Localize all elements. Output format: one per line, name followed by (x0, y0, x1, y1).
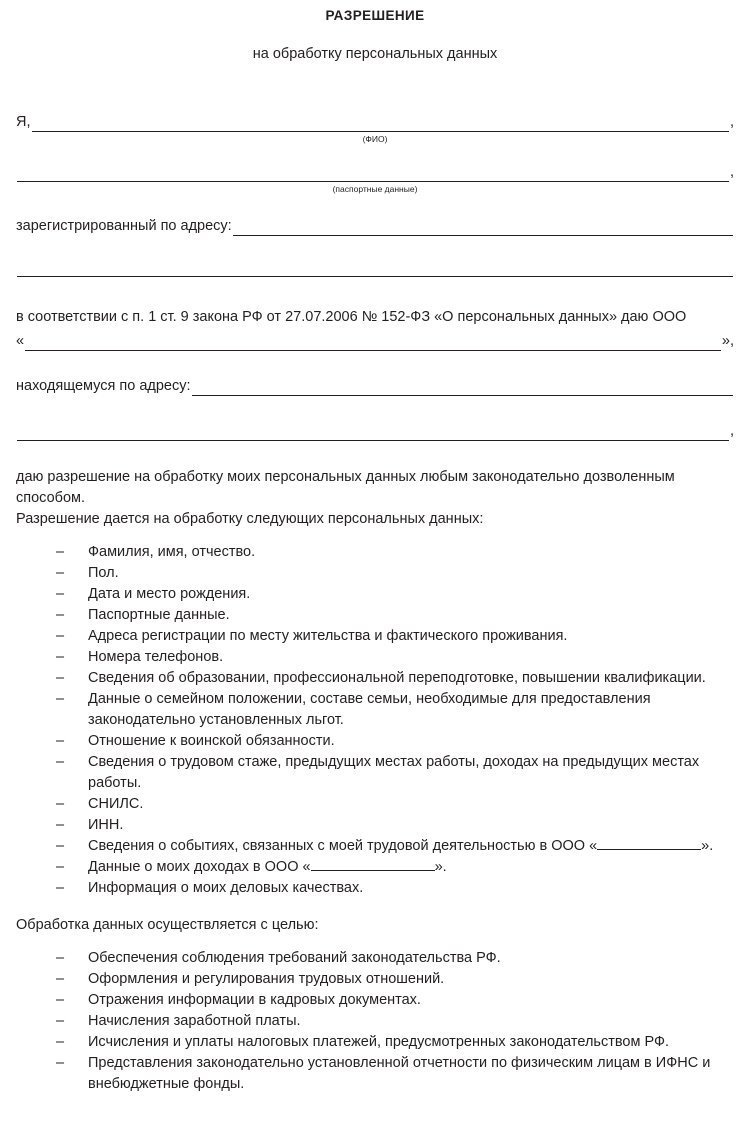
dash-bullet-icon: – (56, 817, 65, 833)
list-item (16, 563, 734, 584)
field-label-ya: Я, (16, 114, 31, 130)
dash-bullet-icon: – (56, 733, 65, 749)
list-item-label: Обеспечения соблюдения требований законодательства РФ. (88, 950, 501, 966)
field-line-passport[interactable] (17, 167, 729, 182)
list-item-label: Адреса регистрации по месту жительства и фактического проживания. (88, 628, 568, 644)
list-item-label: Фамилия, имя, отчество. (88, 544, 256, 560)
dash-bullet-icon: – (56, 859, 65, 875)
list-item-label: СНИЛС. (88, 796, 144, 812)
dash-bullet-icon: – (56, 628, 65, 644)
list-item (16, 836, 734, 857)
list-item-label: Сведения об образовании, профессиональной переподготовке, повышении квалификации. (88, 670, 706, 686)
list-item-label: Сведения о событиях, связанных с моей трудовой деятельностью в ООО « (88, 838, 598, 854)
list-item (16, 752, 734, 794)
field-line-registered-address[interactable] (233, 221, 733, 236)
page-title: РАЗРЕШЕНИЕ (325, 8, 425, 23)
list-item (16, 584, 734, 605)
list-item (16, 969, 734, 990)
list-item (16, 626, 734, 647)
dash-bullet-icon: – (56, 607, 65, 623)
list-item (16, 542, 734, 563)
list-item-label: Исчисления и уплаты налоговых платежей, предусмотренных законодательством РФ. (88, 1034, 670, 1050)
list-item-label: Информация о моих деловых качествах. (88, 880, 364, 896)
list-item-label: ИНН. (88, 817, 124, 833)
field-row-passport (16, 163, 734, 182)
list-item (16, 668, 734, 689)
dash-bullet-icon: – (56, 670, 65, 686)
list-item-label: Данные о моих доходах в ООО « (88, 859, 311, 875)
list-item-label: Дата и место рождения. (88, 586, 251, 602)
law-reference-paragraph: в соответствии с п. 1 ст. 9 закона РФ от 27.07.2006 № 152-ФЗ «О персональных данных» даю ООО (16, 309, 687, 325)
caption-fio: (ФИО) (362, 134, 388, 144)
list-item-label: Данные о семейном положении, составе семьи, необходимые для предоставления законодательно установленных льгот. (88, 691, 651, 728)
caption-passport: (паспортные данные) (332, 184, 418, 194)
list-item (16, 990, 734, 1011)
list-item-label: Сведения о трудовом стаже, предыдущих местах работы, доходах на предыдущих местах работы. (88, 754, 700, 791)
list-item-label: Номера телефонов. (88, 649, 224, 665)
field-label-registered-address: зарегистрированный по адресу: (16, 218, 232, 234)
list-item (16, 1011, 734, 1032)
field-line-registered-address-cont[interactable] (17, 262, 733, 277)
field-line-organization-address[interactable] (192, 381, 733, 396)
list-item-label: Паспортные данные. (88, 607, 230, 623)
dash-bullet-icon: – (56, 796, 65, 812)
dash-bullet-icon: – (56, 971, 65, 987)
dash-bullet-icon: – (56, 880, 65, 896)
list-item-label: Представления законодательно установленной отчетности по физическим лицам в ИФНС и внебюджетные фонды. (88, 1055, 711, 1092)
field-row-fullname (16, 113, 734, 132)
list-item (16, 647, 734, 668)
dash-bullet-icon: – (56, 691, 65, 707)
list-item-label: Начисления заработной платы. (88, 1013, 301, 1029)
dash-bullet-icon: – (56, 1055, 65, 1071)
dash-bullet-icon: – (56, 992, 65, 1008)
field-line-organization-name[interactable] (25, 336, 721, 351)
list-item (16, 878, 734, 899)
list-item (16, 731, 734, 752)
list-item (16, 605, 734, 626)
list-item (16, 1053, 734, 1095)
dash-bullet-icon: – (56, 649, 65, 665)
list-item (16, 948, 734, 969)
dash-bullet-icon: – (56, 754, 65, 770)
quote-open: « (16, 333, 25, 349)
dash-bullet-icon: – (56, 950, 65, 966)
dash-bullet-icon: – (56, 1034, 65, 1050)
dash-bullet-icon: – (56, 838, 65, 854)
inline-blank-field[interactable] (311, 858, 435, 871)
dash-bullet-icon: – (56, 586, 65, 602)
list-item (16, 857, 734, 878)
list-item-label: Отношение к воинской обязанности. (88, 733, 335, 749)
field-tail-passport: , (729, 164, 734, 180)
field-row-registered-address-cont (16, 262, 734, 277)
field-row-registered-address (16, 217, 734, 236)
purpose-list (16, 948, 734, 1095)
personal-data-list (16, 542, 734, 899)
list-item (16, 815, 734, 836)
list-item-label-suffix: ». (701, 838, 714, 854)
list-item-label-suffix: ». (434, 859, 447, 875)
field-row-organization-address (16, 377, 734, 396)
field-row-organization-name (16, 332, 734, 351)
dash-bullet-icon: – (56, 544, 65, 560)
list-item (16, 1032, 734, 1053)
field-tail-fullname: , (729, 114, 734, 130)
dash-bullet-icon: – (56, 1013, 65, 1029)
field-row-organization-address-cont (16, 422, 734, 441)
dash-bullet-icon: – (56, 565, 65, 581)
field-line-fullname[interactable] (32, 117, 729, 132)
list-item-label: Отражения информации в кадровых документах. (88, 992, 421, 1008)
personal-data-list-intro: Разрешение дается на обработку следующих персональных данных: (16, 511, 484, 527)
list-item-label: Оформления и регулирования трудовых отношений. (88, 971, 445, 987)
list-item (16, 689, 734, 731)
inline-blank-field[interactable] (597, 837, 701, 850)
purpose-list-intro: Обработка данных осуществляется с целью: (16, 917, 319, 933)
list-item (16, 794, 734, 815)
list-item-label: Пол. (88, 565, 119, 581)
field-tail-organization-address-cont: , (729, 423, 734, 439)
quote-close: », (721, 333, 734, 349)
consent-paragraph: даю разрешение на обработку моих персональных данных любым законодательно дозволенным способом. (16, 469, 675, 506)
field-label-organization-address: находящемуся по адресу: (16, 378, 191, 394)
field-line-organization-address-cont[interactable] (17, 426, 729, 441)
page-subtitle: на обработку персональных данных (252, 46, 498, 62)
